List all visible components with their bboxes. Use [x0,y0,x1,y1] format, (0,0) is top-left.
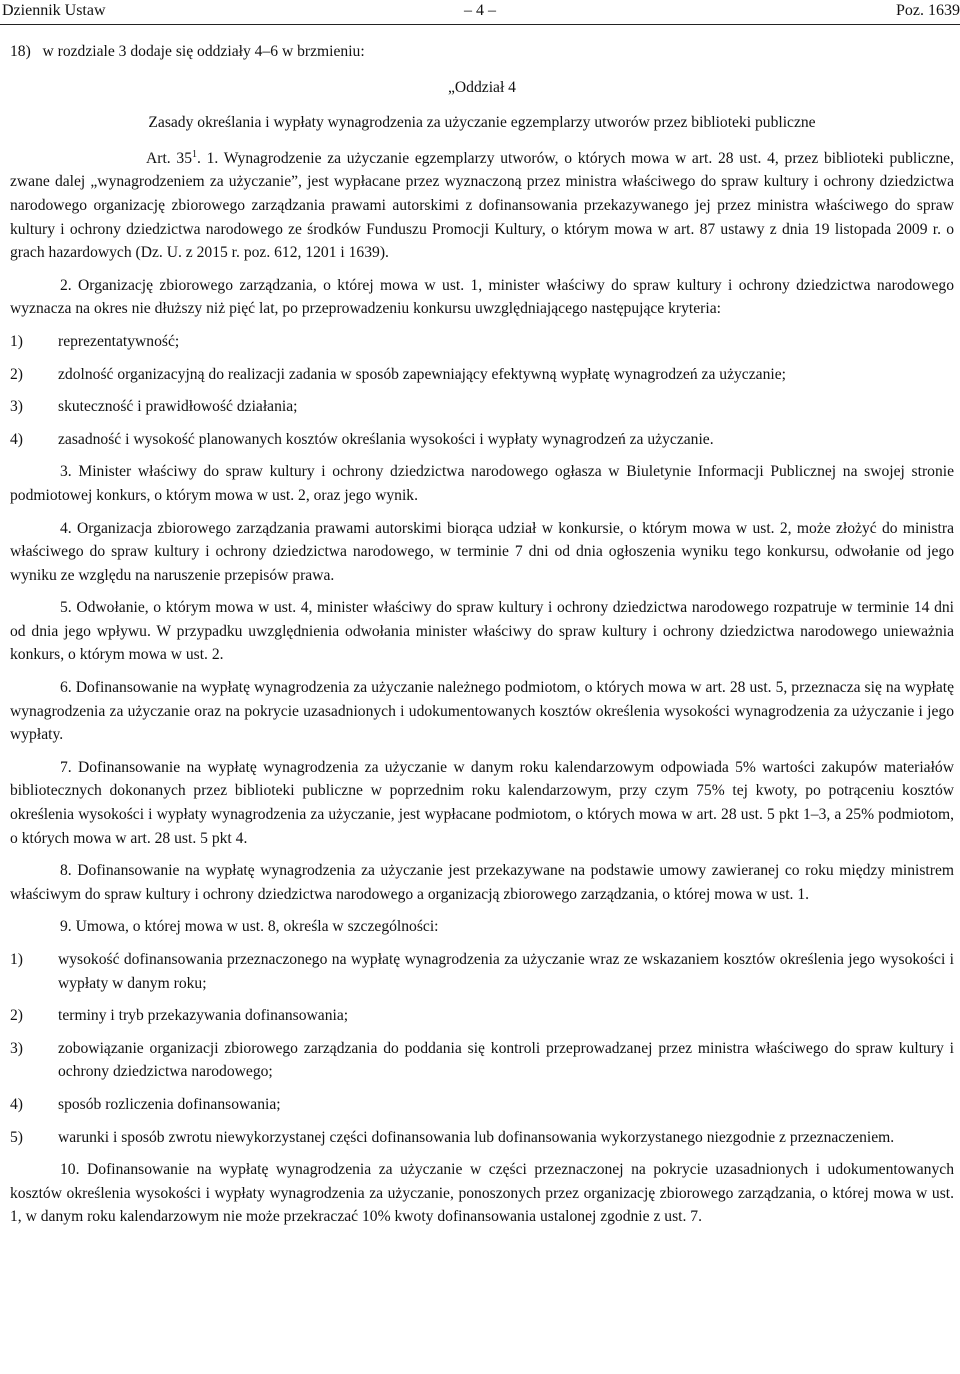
header-rule [0,24,960,25]
list-item-number: 3) [10,398,23,416]
list-item-text: terminy i tryb przekazywania dofinansowania; [58,1007,349,1025]
list-item-number: 4) [10,430,23,448]
paragraph-10: 10. Dofinansowanie na wypłatę wynagrodzenia za użyczanie w części przeznaczonej na pokrycie uzasadnionych i udokumentowanych kosztów określenia wysokości i wypłaty wynagrodzenia za użyczanie, ponoszonych przez organizację zbiorowego zarządzania, o której mowa w ust. 1, w danym roku kalendarzowym nie może przekraczać 10% kwoty dofinansowania ustalonej zgodnie z ust. 7. [10,1161,954,1226]
list-item-text: sposób rozliczenia dofinansowania; [58,1095,281,1113]
article-prefix: Art. 35 [146,149,192,167]
article-35-1 [10,147,954,1229]
division-label: „Oddział 4 [448,78,516,96]
paragraph-8: 8. Dofinansowanie na wypłatę wynagrodzenia za użyczanie jest przekazywane na podstawie umowy zawieranej co roku między ministrem właściwym do spraw kultury i ochrony dziedzictwa narodowego a organizacją zbiorowego zarządzania, o której mowa w ust. 1. [10,862,954,903]
paragraph-2: 2. Organizację zbiorowego zarządzania, o której mowa w ust. 1, minister właściwy do spraw kultury i ochrony dziedzictwa narodowego wyznacza na okres nie dłuższy niż pięć lat, po przeprowadzeniu konkursu uwzględniającego następujące kryteria: [10,276,954,318]
article-paragraph-1 [10,147,954,265]
list-item-number: 3) [10,1039,23,1057]
document-body [10,40,954,1229]
paragraph-5: 5. Odwołanie, o którym mowa w ust. 4, minister właściwy do spraw kultury i ochrony dziedzictwa narodowego rozpatruje w terminie 14 dni od dnia jego wpływu. W przypadku uwzględnienia odwołania minister właściwy do spraw kultury i ochrony dziedzictwa narodowego unieważnia konkurs, o którym mowa w ust. 2. [10,599,954,664]
list-item-number: 1) [10,951,23,968]
page-number: – 4 – [464,2,496,19]
article-text: . 1. Wynagrodzenie za użyczanie egzemplarzy utworów, o których mowa w art. 28 ust. 4, przez biblioteki publiczne, zwane dalej „wynagrodzeniem za użyczanie”, jest wypłacane przez wyznaczoną przez ministra właściwego do spraw kultury i ochrony dziedzictwa narodowego organizację zbiorowego zarządzania prawami autorskimi z dofinansowania przekazywanego jej przez ministra właściwego do spraw kultury i ochrony dziedzictwa narodowego ze środków Funduszu Promocji Kultury, o którym mowa w art. 87 ustawy z dnia 19 listopada 2009 r. o grach hazardowych (Dz. U. z 2015 r. poz. 612, 1201 i 1639). [10,149,954,262]
article-superscript: 1 [192,148,197,160]
position-number: Poz. 1639 [896,2,960,19]
list-item-text: skuteczność i prawidłowość działania; [58,398,298,416]
list-item-text: warunki i sposób zwrotu niewykorzystanej części dofinansowania lub dofinansowania wykorzystanego niezgodnie z przeznaczeniem. [58,1128,895,1146]
contract-items-list [10,948,954,1149]
list-item [10,1004,954,1028]
list-item [10,1126,954,1150]
list-item [10,1093,954,1117]
paragraph-7: 7. Dofinansowanie na wypłatę wynagrodzenia za użyczanie w danym roku kalendarzowym odpowiada 5% wartości zakupów materiałów bibliotecznych dokonanych przez biblioteki publiczne w poprzednim roku kalendarzowym, przy czym 75% tej kwoty, po potrąceniu kosztów określenia wysokości i wypłaty wynagrodzenia za użyczanie, jest wypłacane podmiotom, o których mowa w art. 28 ust. 5 pkt 1–3, a 25% podmiotom, o których mowa w art. 28 ust. 5 pkt 4. [10,758,954,847]
list-item [10,1037,954,1084]
paragraph-3: 3. Minister właściwy do spraw kultury i ochrony dziedzictwa narodowego ogłasza w Biuletynie Informacji Publicznej na swojej stronie podmiotowej konkurs, o którym mowa w ust. 2, oraz jego wynik. [10,463,954,504]
list-item [10,428,954,452]
journal-name: Dziennik Ustaw [2,2,106,19]
page-header [0,0,960,24]
list-item [10,363,954,387]
paragraph-4: 4. Organizacja zbiorowego zarządzania prawami autorskimi biorąca udział w konkursie, o którym mowa w ust. 2, może złożyć do ministra właściwego do spraw kultury i ochrony dziedzictwa narodowego, w terminie 7 dni od dnia ogłoszenia wyniku tego konkursu, odwołanie od jego wyniku ze względu na naruszenie przepisów prawa. [10,519,954,584]
list-item-text: zobowiązanie organizacji zbiorowego zarządzania do poddania się kontroli przeprowadzanej przez ministra właściwego do spraw kultury i ochrony dziedzictwa narodowego; [58,1039,954,1081]
list-item [10,948,954,995]
list-item-number: 2) [10,365,23,383]
list-item-text: wysokość dofinansowania przeznaczonego na wypłatę wynagrodzenia za użyczanie wraz ze wskazaniem kosztów określenia jego wysokości i wypłaty w danym roku; [58,951,954,992]
amendment-intro: 18) w rozdziale 3 dodaje się oddziały 4–6 w brzmieniu: [10,43,365,60]
paragraph-6: 6. Dofinansowanie na wypłatę wynagrodzenia za użyczanie należnego podmiotom, o których mowa w art. 28 ust. 5, przeznacza się na wypłatę wynagrodzenia za użyczanie oraz na pokrycie uzasadnionych i udokumentowanych kosztów określenia wysokości wynagrodzenia za użyczanie i jego wypłaty. [10,679,954,744]
list-item-text: zasadność i wysokość planowanych kosztów określania wysokości i wypłaty wynagrodzeń za użyczanie. [58,430,714,448]
list-item [10,395,954,419]
list-item-number: 5) [10,1128,23,1146]
paragraph-9: 9. Umowa, o której mowa w ust. 8, określa w szczególności: [60,918,439,936]
division-title: Zasady określania i wypłaty wynagrodzenia za użyczanie egzemplarzy utworów przez biblioteki publiczne [148,114,816,132]
list-item-text: reprezentatywność; [58,332,180,350]
list-item [10,330,954,354]
criteria-list [10,330,954,451]
list-item-number: 1) [10,332,23,350]
list-item-text: zdolność organizacyjną do realizacji zadania w sposób zapewniający efektywną wypłatę wynagrodzeń za użyczanie; [58,365,786,383]
list-item-number: 4) [10,1095,23,1113]
list-item-number: 2) [10,1007,23,1025]
